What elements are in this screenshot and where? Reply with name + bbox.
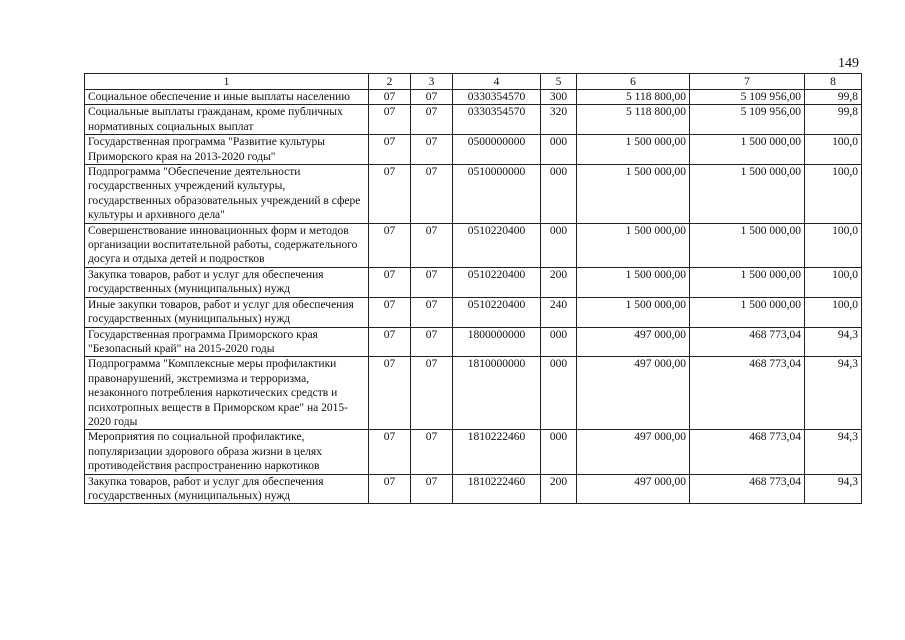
row-section-code: 07	[369, 327, 411, 357]
row-executed-amount: 1 500 000,00	[690, 297, 805, 327]
row-target-article-code: 0510220400	[453, 267, 541, 297]
col-header-6: 6	[577, 74, 690, 90]
table-row	[85, 135, 862, 165]
row-expense-type-code: 000	[541, 165, 577, 224]
row-subsection-code: 07	[411, 267, 453, 297]
row-target-article-code: 0330354570	[453, 90, 541, 105]
row-executed-amount: 468 773,04	[690, 357, 805, 430]
row-execution-percent: 100,0	[805, 223, 862, 267]
row-planned-amount: 497 000,00	[577, 474, 690, 504]
row-name: Подпрограмма "Комплексные меры профилактики правонарушений, экстремизма и терроризма, незаконного потребления наркотических средств и психотропных веществ в Приморском крае" на 2015-2020 годы	[85, 357, 369, 430]
header-row	[85, 74, 862, 90]
row-executed-amount: 1 500 000,00	[690, 223, 805, 267]
row-name: Государственная программа Приморского края "Безопасный край" на 2015-2020 годы	[85, 327, 369, 357]
row-subsection-code: 07	[411, 357, 453, 430]
col-header-4: 4	[453, 74, 541, 90]
table-row	[85, 165, 862, 224]
row-name: Подпрограмма "Обеспечение деятельности государственных учреждений культуры, государственных образовательных учреждений в сфере культуры и архивного дела"	[85, 165, 369, 224]
row-executed-amount: 468 773,04	[690, 327, 805, 357]
col-header-3: 3	[411, 74, 453, 90]
row-section-code: 07	[369, 223, 411, 267]
row-section-code: 07	[369, 474, 411, 504]
row-target-article-code: 1800000000	[453, 327, 541, 357]
row-section-code: 07	[369, 105, 411, 135]
table-row	[85, 327, 862, 357]
row-planned-amount: 5 118 800,00	[577, 105, 690, 135]
row-executed-amount: 468 773,04	[690, 474, 805, 504]
row-execution-percent: 100,0	[805, 267, 862, 297]
row-subsection-code: 07	[411, 165, 453, 224]
row-target-article-code: 0500000000	[453, 135, 541, 165]
row-planned-amount: 497 000,00	[577, 430, 690, 474]
row-section-code: 07	[369, 430, 411, 474]
row-target-article-code: 0510000000	[453, 165, 541, 224]
row-subsection-code: 07	[411, 90, 453, 105]
row-name: Мероприятия по социальной профилактике, популяризации здорового образа жизни в целях противодействия распространению наркотиков	[85, 430, 369, 474]
row-execution-percent: 94,3	[805, 327, 862, 357]
table-row	[85, 105, 862, 135]
row-executed-amount: 1 500 000,00	[690, 165, 805, 224]
row-section-code: 07	[369, 267, 411, 297]
table-row	[85, 357, 862, 430]
row-execution-percent: 100,0	[805, 135, 862, 165]
col-header-7: 7	[690, 74, 805, 90]
row-expense-type-code: 000	[541, 135, 577, 165]
row-executed-amount: 5 109 956,00	[690, 105, 805, 135]
row-subsection-code: 07	[411, 474, 453, 504]
col-header-5: 5	[541, 74, 577, 90]
row-section-code: 07	[369, 165, 411, 224]
table-row	[85, 297, 862, 327]
row-subsection-code: 07	[411, 135, 453, 165]
row-executed-amount: 5 109 956,00	[690, 90, 805, 105]
row-name: Социальное обеспечение и иные выплаты населению	[85, 90, 369, 105]
row-subsection-code: 07	[411, 223, 453, 267]
row-name: Закупка товаров, работ и услуг для обеспечения государственных (муниципальных) нужд	[85, 474, 369, 504]
row-expense-type-code: 200	[541, 474, 577, 504]
row-execution-percent: 94,3	[805, 474, 862, 504]
row-planned-amount: 1 500 000,00	[577, 165, 690, 224]
row-target-article-code: 0330354570	[453, 105, 541, 135]
row-execution-percent: 94,3	[805, 430, 862, 474]
table-row	[85, 474, 862, 504]
row-expense-type-code: 000	[541, 327, 577, 357]
row-execution-percent: 99,8	[805, 105, 862, 135]
row-planned-amount: 497 000,00	[577, 357, 690, 430]
row-execution-percent: 94,3	[805, 357, 862, 430]
row-executed-amount: 468 773,04	[690, 430, 805, 474]
row-target-article-code: 1810000000	[453, 357, 541, 430]
row-executed-amount: 1 500 000,00	[690, 267, 805, 297]
row-target-article-code: 1810222460	[453, 430, 541, 474]
row-execution-percent: 99,8	[805, 90, 862, 105]
row-expense-type-code: 000	[541, 223, 577, 267]
table-row	[85, 267, 862, 297]
row-name: Совершенствование инновационных форм и методов организации воспитательной работы, содержательного досуга и отдыха детей и подростков	[85, 223, 369, 267]
row-execution-percent: 100,0	[805, 165, 862, 224]
row-expense-type-code: 320	[541, 105, 577, 135]
col-header-8: 8	[805, 74, 862, 90]
row-planned-amount: 1 500 000,00	[577, 297, 690, 327]
budget-table	[84, 73, 862, 504]
row-execution-percent: 100,0	[805, 297, 862, 327]
row-expense-type-code: 300	[541, 90, 577, 105]
col-header-2: 2	[369, 74, 411, 90]
row-subsection-code: 07	[411, 105, 453, 135]
col-header-1: 1	[85, 74, 369, 90]
row-name: Иные закупки товаров, работ и услуг для обеспечения государственных (муниципальных) нужд	[85, 297, 369, 327]
row-expense-type-code: 000	[541, 430, 577, 474]
row-expense-type-code: 200	[541, 267, 577, 297]
row-subsection-code: 07	[411, 430, 453, 474]
row-section-code: 07	[369, 135, 411, 165]
row-name: Государственная программа "Развитие культуры Приморского края на 2013-2020 годы"	[85, 135, 369, 165]
row-planned-amount: 1 500 000,00	[577, 223, 690, 267]
table-row	[85, 430, 862, 474]
row-planned-amount: 5 118 800,00	[577, 90, 690, 105]
row-section-code: 07	[369, 297, 411, 327]
row-section-code: 07	[369, 357, 411, 430]
row-name: Социальные выплаты гражданам, кроме публичных нормативных социальных выплат	[85, 105, 369, 135]
row-planned-amount: 1 500 000,00	[577, 135, 690, 165]
row-target-article-code: 0510220400	[453, 297, 541, 327]
row-expense-type-code: 240	[541, 297, 577, 327]
row-target-article-code: 0510220400	[453, 223, 541, 267]
row-name: Закупка товаров, работ и услуг для обеспечения государственных (муниципальных) нужд	[85, 267, 369, 297]
row-planned-amount: 1 500 000,00	[577, 267, 690, 297]
page-number: 149	[838, 56, 859, 71]
row-section-code: 07	[369, 90, 411, 105]
row-expense-type-code: 000	[541, 357, 577, 430]
row-subsection-code: 07	[411, 297, 453, 327]
row-target-article-code: 1810222460	[453, 474, 541, 504]
row-planned-amount: 497 000,00	[577, 327, 690, 357]
row-executed-amount: 1 500 000,00	[690, 135, 805, 165]
table-row	[85, 223, 862, 267]
table-row	[85, 90, 862, 105]
row-subsection-code: 07	[411, 327, 453, 357]
